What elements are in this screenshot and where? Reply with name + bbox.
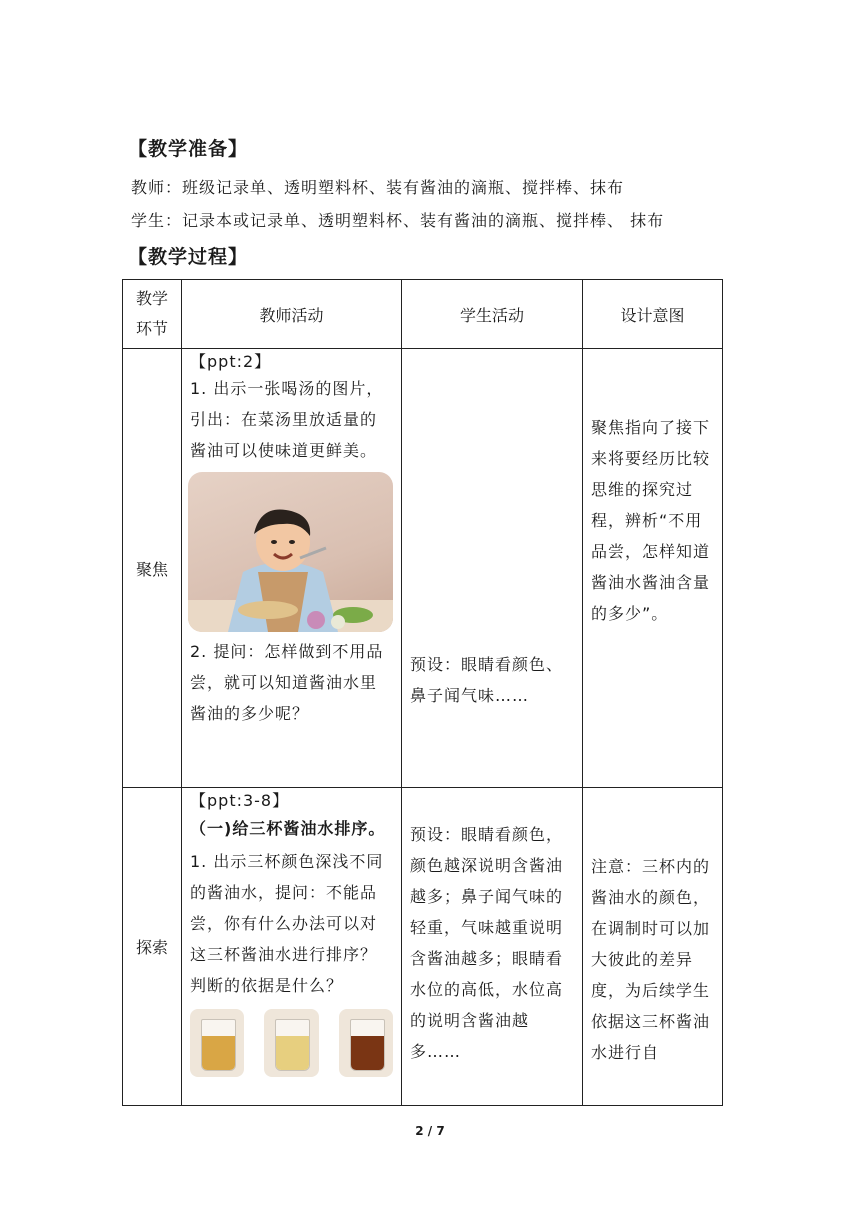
lesson-table — [122, 279, 723, 1106]
teacher-step-1: 1. 出示一张喝汤的图片，引出：在菜汤里放适量的酱油可以使味道更鲜美。 — [190, 379, 384, 460]
student-prediction: 预设：眼睛看颜色、鼻子闻气味…… — [410, 655, 564, 705]
teacher-step-1: 1. 出示三杯颜色深浅不同的酱油水，提问：不能品尝，你有什么办法可以对这三杯酱油水进行排序？判断的依据是什么？ — [190, 852, 384, 995]
table-row — [123, 349, 723, 788]
cup-fill-2 — [276, 1036, 309, 1070]
preparation-heading: 【教学准备】 — [128, 138, 249, 160]
teacher-activity-cell — [182, 788, 402, 1106]
process-heading: 【教学过程】 — [128, 246, 249, 268]
three-cups-images — [190, 1009, 393, 1077]
design-intent-text: 聚焦指向了接下来将要经历比较思维的探究过程，辨析“不用品尝，怎样知道酱油水酱油含量的多少”。 — [591, 418, 711, 623]
cup-fill-1 — [202, 1036, 235, 1070]
student-activity-cell — [402, 788, 583, 1106]
page-number: 2 / 7 — [415, 1124, 445, 1138]
cup-pale-image — [264, 1009, 318, 1077]
table-header-row — [123, 280, 723, 349]
header-design-intent: 设计意图 — [583, 280, 723, 349]
stage-explore: 探索 — [123, 788, 182, 1106]
design-intent-text: 注意：三杯内的酱油水的颜色，在调制时可以加大彼此的差异度，为后续学生依据这三杯酱油水进行自 — [591, 857, 711, 1062]
student-prediction: 预设：眼睛看颜色，颜色越深说明含酱油越多；鼻子闻气味的轻重，气味越重说明含酱油越多；眼睛看水位的高低，水位高的说明含酱油越多…… — [410, 825, 564, 1061]
section-subheading: （一)给三杯酱油水排序。 — [190, 819, 386, 838]
cup-fill-3 — [351, 1036, 384, 1070]
teacher-activity-cell — [182, 349, 402, 788]
student-materials: 学生：记录本或记录单、透明塑料杯、装有酱油的滴瓶、搅拌棒、 抹布 — [131, 211, 665, 230]
design-intent-cell — [583, 349, 723, 788]
ppt-reference: 【ppt:3-8】 — [190, 791, 290, 810]
student-activity-cell — [402, 349, 583, 788]
header-student-activity: 学生活动 — [402, 280, 583, 349]
boy-eating-illustration — [188, 472, 393, 632]
header-teacher-activity: 教师活动 — [182, 280, 402, 349]
table-row — [123, 788, 723, 1106]
header-stage: 教学 环节 — [123, 280, 182, 349]
cup-dark-image — [339, 1009, 393, 1077]
boy-eating-soup-image — [188, 472, 393, 632]
teacher-materials: 教师：班级记录单、透明塑料杯、装有酱油的滴瓶、搅拌棒、抹布 — [131, 178, 625, 197]
design-intent-cell — [583, 788, 723, 1106]
ppt-reference: 【ppt:2】 — [190, 352, 272, 371]
teacher-step-2: 2. 提问：怎样做到不用品尝，就可以知道酱油水里酱油的多少呢？ — [190, 642, 384, 723]
stage-focus: 聚焦 — [123, 349, 182, 788]
cup-light-image — [190, 1009, 244, 1077]
